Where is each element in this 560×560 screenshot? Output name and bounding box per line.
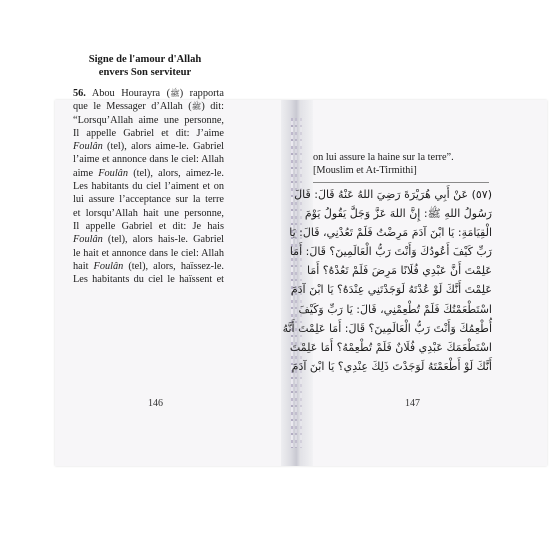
- arabic-line: (٥٧) عَنْ أَبِي هُرَيْرَةَ رَضِيَ اللهُ عَنْهُ قَالَ: قَالَ: [294, 188, 492, 201]
- text-span: que le Messager d’Allah (: [73, 101, 192, 113]
- italic-name: Foulân: [73, 234, 103, 246]
- french-line: on lui assure la haine sur la terre”.: [313, 152, 454, 163]
- text-span: (tel), alors, haïssez-le.: [123, 260, 224, 272]
- text-span: aime: [73, 167, 99, 179]
- text-line: [73, 114, 224, 127]
- text-span: Les habitants du ciel le haïssent et: [73, 274, 224, 286]
- text-line: [73, 193, 224, 206]
- arabic-line: اسْتَطْعَمْتُكَ فَلَمْ تُطْعِمْنِي، قَالَ: يَا رَبِّ وَكَيْفَ: [298, 302, 492, 316]
- text-span: Il appelle Gabriel et dit: J’aime: [73, 127, 224, 139]
- arabic-line: عَلِمْتَ أَنَّكَ لَوْ عُدْتَهُ لَوَجَدْتَنِي عِنْدَهُ؟ يَا ابْنَ آدَمَ: [290, 283, 492, 297]
- honorific-symbol: ﷺ: [170, 89, 180, 98]
- arabic-line: أَنَّكَ لَوْ أَطْعَمْتَهُ لَوَجَدْتَ ذَلِكَ عِنْدِي؟ يَا ابْنَ آدَمَ: [291, 359, 492, 373]
- honorific-symbol: ﷺ: [191, 102, 202, 112]
- text-span: ) rapporta: [179, 88, 224, 99]
- arabic-line: رَبِّ كَيْفَ أَعُودُكَ وَأَنْتَ رَبُّ الْعَالَمِينَ؟ قَالَ: أَمَا: [289, 245, 492, 259]
- arabic-line: رَسُولُ اللهِ ﷺ: إِنَّ اللهَ عَزَّ وَجَلَّ يَقُولُ يَوْمَ: [304, 207, 492, 221]
- text-span: (tel), alors hais-le. Gabriel: [102, 234, 224, 246]
- hadith-number: 56.: [73, 88, 86, 99]
- text-span: l’aime et annonce dans le ciel: Allah: [73, 154, 224, 166]
- text-span: (tel), alors, aimez-le.: [127, 167, 224, 179]
- text-line: [73, 207, 224, 220]
- heading-line-2: envers Son serviteur: [98, 67, 192, 78]
- chapter-heading: [70, 53, 220, 79]
- text-line: [73, 153, 224, 166]
- text-span: le hait et annonce dans le ciel: Allah: [73, 247, 224, 259]
- text-span: ) dit:: [201, 101, 225, 113]
- page-number-right: 147: [405, 398, 420, 409]
- arabic-line: الْقِيَامَةِ: يَا ابْنَ آدَمَ مَرِضْتُ فَلَمْ تَعُدْنِي، قَالَ: يَا: [289, 226, 492, 240]
- text-span: et lorsqu’Allah hait une personne,: [73, 207, 224, 219]
- text-line: [73, 273, 224, 286]
- hadith-arabic-text: [282, 185, 492, 376]
- text-line: [73, 260, 224, 273]
- italic-name: Foulân: [98, 167, 128, 179]
- separator-rule: [313, 182, 489, 183]
- text-line: [73, 140, 224, 153]
- text-line: [73, 180, 224, 193]
- text-span: Les habitants du ciel l’aiment et on: [73, 181, 224, 193]
- text-line: [73, 127, 224, 140]
- text-line: [73, 220, 224, 233]
- arabic-line: اسْتَطْعَمَكَ عَبْدِي فُلَانٌ فَلَمْ تُطْعِمْهُ؟ أَمَا عَلِمْتَ: [289, 340, 492, 354]
- page-number-left: 146: [148, 398, 163, 409]
- source-reference: [Mouslim et At-Tirmithi]: [313, 164, 417, 176]
- text-span: hait: [73, 260, 94, 272]
- arabic-line: أُطْعِمُكَ وَأَنْتَ رَبُّ الْعَالَمِينَ؟ قَالَ: أَمَا عَلِمْتَ أَنَّهُ: [282, 321, 492, 335]
- italic-name: Foulân: [73, 141, 103, 153]
- text-line: [73, 247, 224, 260]
- text-line: [73, 100, 224, 113]
- text-span: Abou Hourayra (: [85, 88, 171, 99]
- arabic-line: عَلِمْتَ أَنَّ عَبْدِي فُلَانًا مَرِضَ فَلَمْ تَعُدْهُ؟ أَمَا: [306, 264, 492, 278]
- french-continuation: [313, 152, 489, 177]
- text-line: [73, 167, 224, 180]
- italic-name: Foulân: [93, 260, 124, 272]
- text-span: (tel), alors aime-le. Gabriel: [102, 141, 224, 153]
- text-span: “Lorsqu’Allah aime une personne,: [73, 114, 224, 126]
- text-line: [73, 233, 224, 246]
- text-line: [73, 87, 224, 100]
- heading-line-1: Signe de l'amour d'Allah: [88, 54, 202, 65]
- text-span: Il appelle Gabriel et dit: Je hais: [73, 220, 224, 232]
- hadith-french-text: [73, 87, 224, 286]
- text-span: lui assure l’acceptance sur la terre: [73, 194, 224, 206]
